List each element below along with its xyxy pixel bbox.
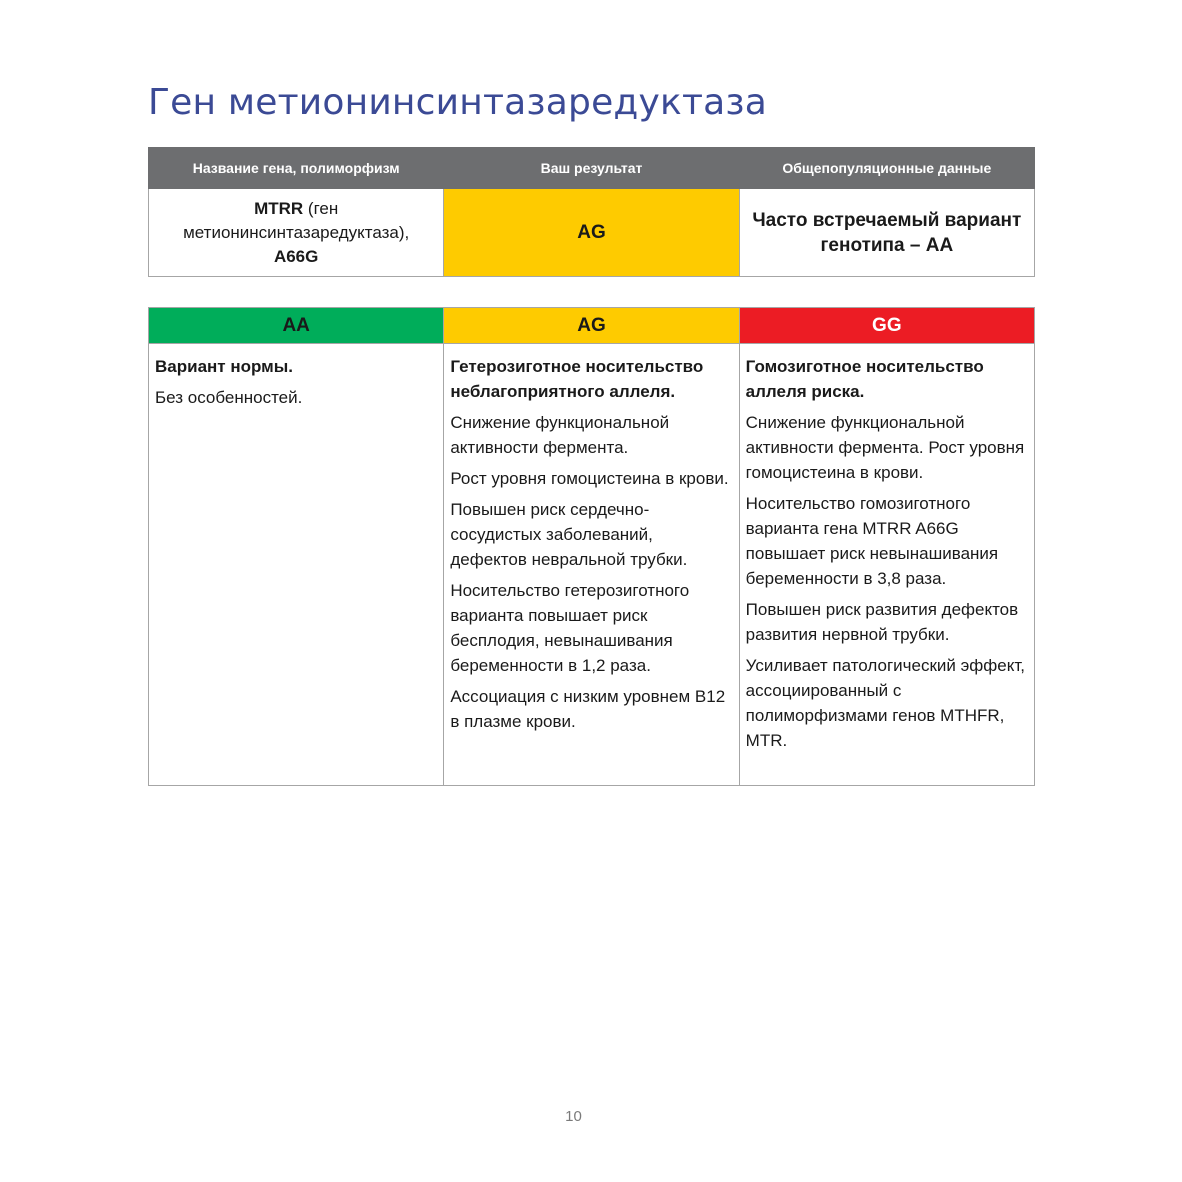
genotype-header-aa: AA [149,308,444,344]
genotype-header-gg: GG [739,308,1034,344]
description-paragraph: Носительство гомозиготного варианта гена MTRR A66G повышает риск невынашивания беременности в 3,8 раза. [745,494,999,588]
description-paragraph: Рост уровня гомоцистеина в крови. [450,469,729,488]
description-paragraph: Носительство гетерозиготного варианта повышает риск бесплодия, невынашивания беременности в 1,2 раза. [450,581,690,675]
genotype-description-gg [739,344,1034,786]
description-paragraph: Усиливает патологический эффект, ассоциированный с полиморфизмами генов MTHFR, MTR. [745,656,1025,750]
description-lead: Гомозиготное носительство аллеля риска. [745,357,984,401]
description-paragraph: Снижение функциональной активности фермента. Рост уровня гомоцистеина в крови. [745,413,1025,482]
gene-full-name: (ген метионинсинтазаредуктаза), [183,198,410,242]
page-title: Ген метионинсинтазаредуктаза [148,82,767,123]
result-table-row [149,189,1035,277]
description-paragraph: Снижение функциональной активности фермента. [450,413,670,457]
genotype-table [148,307,1035,786]
header-gene: Название гена, полиморфизм [149,148,444,189]
header-result: Ваш результат [444,148,739,189]
description-paragraph: Ассоциация с низким уровнем B12 в плазме крови. [450,687,726,731]
header-population: Общепопуляционные данные [739,148,1034,189]
description-lead: Гетерозиготное носительство неблагоприятного аллеля. [450,357,704,401]
population-cell: Часто встречаемый вариант генотипа – АА [739,189,1034,277]
result-cell: AG [444,189,739,277]
description-paragraph: Повышен риск развития дефектов развития нервной трубки. [745,600,1019,644]
gene-cell [149,189,444,277]
genotype-description-aa [149,344,444,786]
result-table-header-row [149,148,1035,189]
polymorphism: A66G [273,246,319,266]
result-table [148,147,1035,277]
genotype-description-row [149,344,1035,786]
description-paragraph: Без особенностей. [155,388,303,407]
genotype-description-ag [444,344,739,786]
genotype-header-row [149,308,1035,344]
description-lead: Вариант нормы. [155,357,293,376]
description-paragraph: Повышен риск сердечно-сосудистых заболеваний, дефектов невральной трубки. [450,500,688,569]
gene-symbol: MTRR [254,198,304,218]
page-number: 10 [565,1108,582,1125]
genotype-header-ag: AG [444,308,739,344]
